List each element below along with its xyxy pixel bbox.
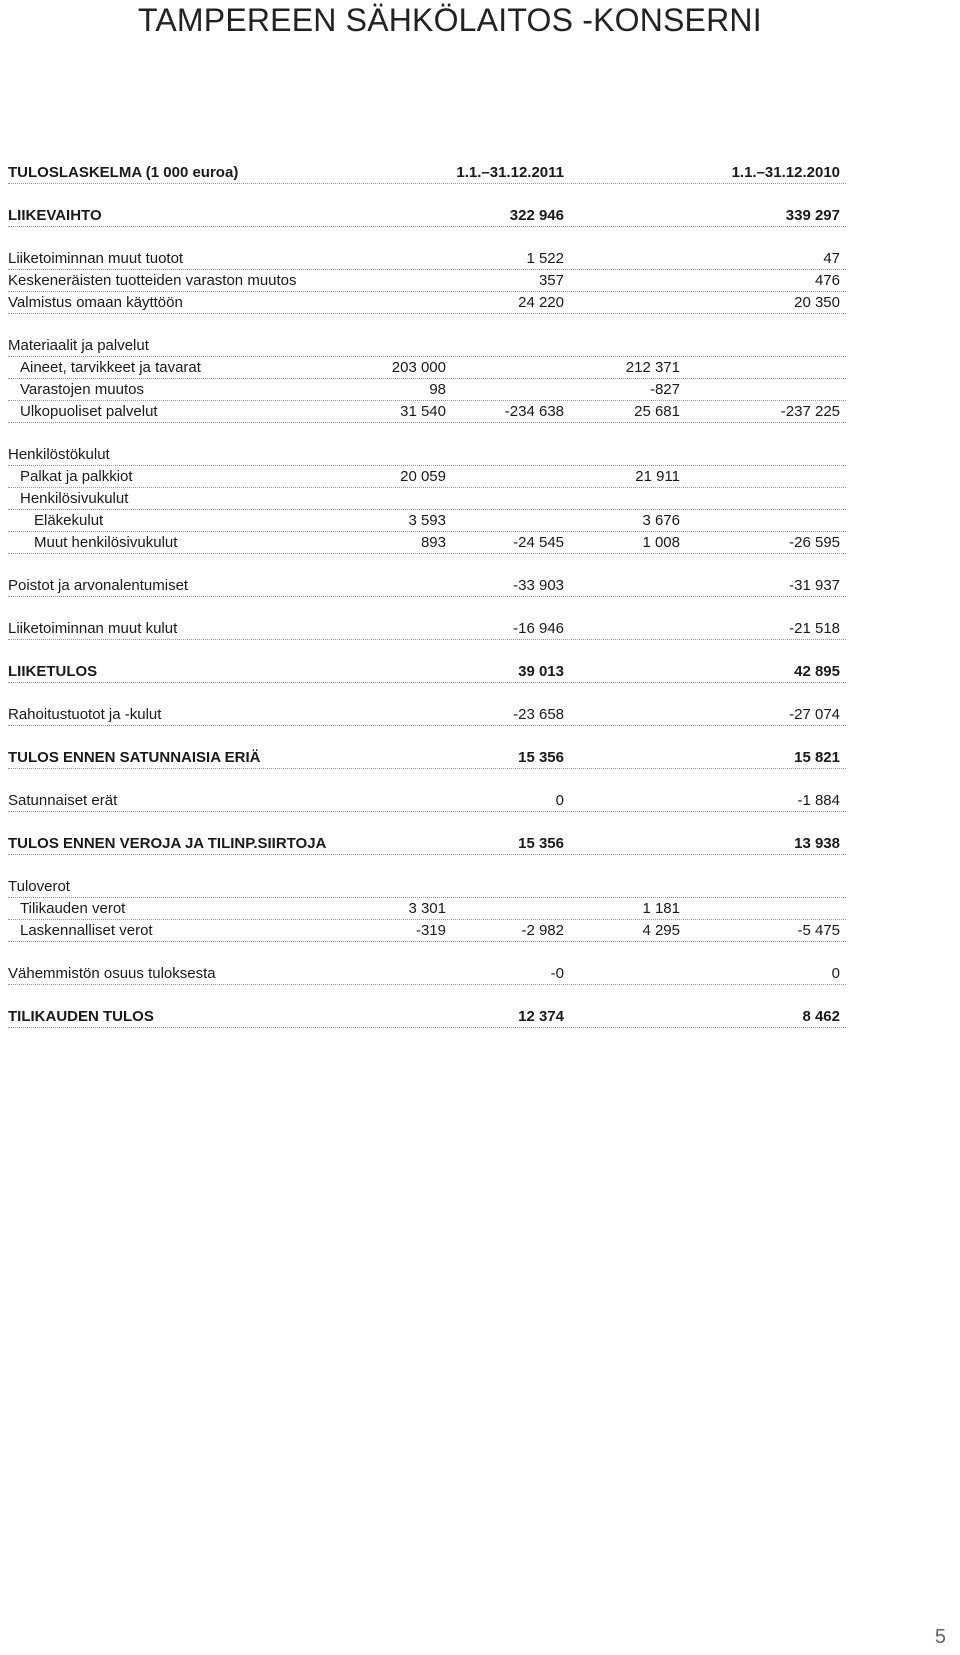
table-row — [8, 292, 846, 314]
row-value-c3: 3 676 — [642, 512, 680, 529]
row-value-c4: -5 475 — [797, 922, 840, 939]
row-value-c2: -0 — [550, 965, 564, 982]
row-value-c2: 357 — [538, 272, 564, 289]
table-row — [8, 532, 846, 554]
table-row — [8, 270, 846, 292]
table-title: TULOSLASKELMA (1 000 euroa) — [8, 164, 239, 181]
row-value-c4: -237 225 — [780, 403, 840, 420]
table-row — [8, 510, 846, 532]
income-statement-table — [8, 162, 846, 1028]
row-label: Henkilösivukulut — [20, 490, 129, 507]
row-value-c2: -2 982 — [521, 922, 564, 939]
row-label: Satunnaiset erät — [8, 792, 118, 809]
row-value-c2: 1 522 — [526, 250, 564, 267]
table-row — [8, 379, 846, 401]
row-label: TULOS ENNEN VEROJA JA TILINP.SIIRTOJA — [8, 835, 327, 852]
table-row — [8, 618, 846, 640]
table-row — [8, 335, 846, 357]
row-value-c4: 339 297 — [785, 207, 840, 224]
table-row — [8, 661, 846, 683]
table-row — [8, 466, 846, 488]
row-value-c4: 42 895 — [794, 663, 840, 680]
row-label: LIIKETULOS — [8, 663, 98, 680]
row-value-c3: 4 295 — [642, 922, 680, 939]
row-value-c1: -319 — [415, 922, 446, 939]
row-value-c2: -24 545 — [513, 534, 564, 551]
row-value-c1: 893 — [420, 534, 446, 551]
row-value-c4: 13 938 — [794, 835, 840, 852]
row-value-c2: -23 658 — [513, 706, 564, 723]
period-2011-header: 1.1.–31.12.2011 — [456, 164, 564, 181]
row-label: Vähemmistön osuus tuloksesta — [8, 965, 216, 982]
page-title: TAMPEREEN SÄHKÖLAITOS -KONSERNI — [138, 2, 762, 38]
row-label: Muut henkilösivukulut — [34, 534, 178, 551]
row-value-c1: 20 059 — [400, 468, 446, 485]
page-number: 5 — [934, 1626, 946, 1648]
row-value-c4: 8 462 — [802, 1008, 840, 1025]
row-label: TILIKAUDEN TULOS — [8, 1008, 154, 1025]
table-header-row — [8, 162, 846, 184]
row-value-c4: 0 — [831, 965, 840, 982]
row-label: Poistot ja arvonalentumiset — [8, 577, 189, 594]
row-value-c3: 1 008 — [642, 534, 680, 551]
row-label: Materiaalit ja palvelut — [8, 337, 149, 354]
table-row — [8, 898, 846, 920]
row-label: Liiketoiminnan muut tuotot — [8, 250, 184, 267]
row-label: Liiketoiminnan muut kulut — [8, 620, 178, 637]
row-value-c1: 31 540 — [400, 403, 446, 420]
row-value-c1: 98 — [429, 381, 446, 398]
row-label: Keskeneräisten tuotteiden varaston muutos — [8, 272, 297, 289]
row-label: Tilikauden verot — [20, 900, 126, 917]
table-row — [8, 833, 846, 855]
row-value-c4: 47 — [823, 250, 840, 267]
row-value-c4: 476 — [814, 272, 840, 289]
row-value-c2: 39 013 — [518, 663, 564, 680]
row-value-c2: 322 946 — [509, 207, 564, 224]
row-value-c4: -31 937 — [789, 577, 840, 594]
row-value-c3: 25 681 — [634, 403, 680, 420]
table-row — [8, 444, 846, 466]
row-value-c2: 15 356 — [518, 749, 564, 766]
row-label: TULOS ENNEN SATUNNAISIA ERIÄ — [8, 749, 261, 766]
row-label: Valmistus omaan käyttöön — [8, 294, 183, 311]
row-label: Aineet, tarvikkeet ja tavarat — [20, 359, 201, 376]
table-row — [8, 205, 846, 227]
table-row — [8, 488, 846, 510]
table-row — [8, 704, 846, 726]
row-value-c4: -21 518 — [789, 620, 840, 637]
row-label: Henkilöstökulut — [8, 446, 110, 463]
row-value-c2: -234 638 — [504, 403, 564, 420]
table-row — [8, 357, 846, 379]
table-row — [8, 876, 846, 898]
row-value-c1: 3 301 — [408, 900, 446, 917]
table-row — [8, 401, 846, 423]
row-value-c1: 3 593 — [408, 512, 446, 529]
row-value-c4: -26 595 — [789, 534, 840, 551]
row-label: LIIKEVAIHTO — [8, 207, 102, 224]
table-row — [8, 248, 846, 270]
row-label: Tuloverot — [8, 878, 70, 895]
row-value-c2: 24 220 — [518, 294, 564, 311]
table-row — [8, 920, 846, 942]
row-value-c3: 212 371 — [625, 359, 680, 376]
period-2010-header: 1.1.–31.12.2010 — [731, 164, 840, 181]
row-value-c4: -27 074 — [789, 706, 840, 723]
row-label: Varastojen muutos — [20, 381, 144, 398]
row-value-c2: -33 903 — [513, 577, 564, 594]
row-value-c3: 21 911 — [635, 468, 680, 485]
row-label: Eläkekulut — [34, 512, 104, 529]
row-value-c4: 20 350 — [794, 294, 840, 311]
table-row — [8, 575, 846, 597]
row-value-c4: 15 821 — [794, 749, 840, 766]
row-label: Palkat ja palkkiot — [20, 468, 133, 485]
row-value-c2: -16 946 — [513, 620, 564, 637]
table-body — [8, 205, 846, 1028]
row-value-c2: 15 356 — [518, 835, 564, 852]
table-row — [8, 963, 846, 985]
row-label: Laskennalliset verot — [20, 922, 153, 939]
table-row — [8, 1006, 846, 1028]
row-value-c2: 0 — [555, 792, 564, 809]
row-label: Ulkopuoliset palvelut — [20, 403, 158, 420]
row-value-c3: -827 — [649, 381, 680, 398]
table-row — [8, 790, 846, 812]
row-value-c4: -1 884 — [797, 792, 840, 809]
row-value-c2: 12 374 — [518, 1008, 564, 1025]
row-value-c1: 203 000 — [391, 359, 446, 376]
row-label: Rahoitustuotot ja -kulut — [8, 706, 162, 723]
table-row — [8, 747, 846, 769]
row-value-c3: 1 181 — [642, 900, 680, 917]
